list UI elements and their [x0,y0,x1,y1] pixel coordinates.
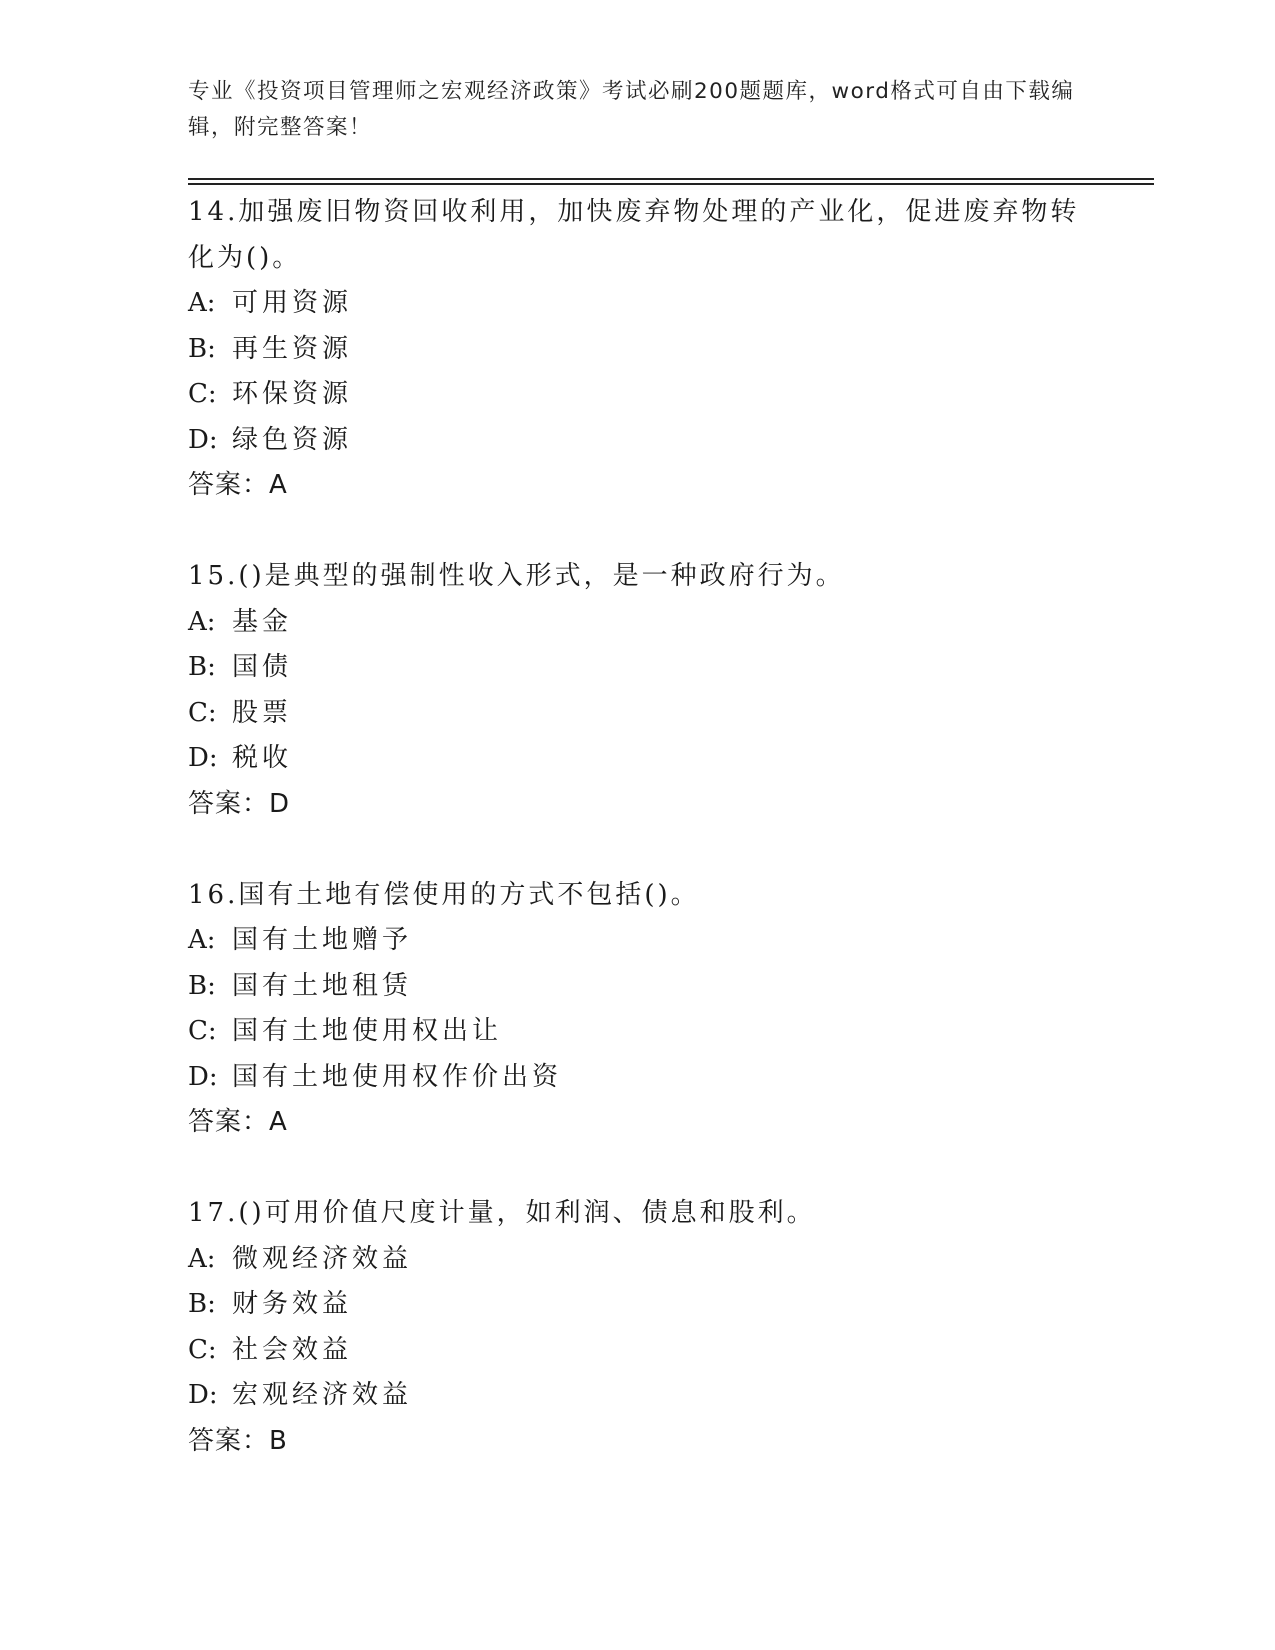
option-letter: A: [188,925,216,955]
option-letter: D: [188,743,218,773]
option-d [188,1373,1088,1419]
option-letter: C: [188,379,217,409]
option-text: 国有土地租赁 [232,970,413,1001]
option-text: 绿色资源 [232,424,353,455]
option-letter: D: [188,1380,218,1410]
header-divider-bottom [188,183,1154,185]
answer-label: 答案： [188,470,270,500]
question-list [188,190,1088,1510]
option-letter: C: [188,697,217,728]
option-text: 宏观经济效益 [232,1380,413,1410]
answer-label: 答案： [188,788,270,819]
option-text: 社会效益 [232,1334,353,1365]
option-text: 可用资源 [232,288,353,318]
question-text: 16.国有土地有偿使用的方式不包括()。 [188,879,700,910]
header-divider-top [188,178,1154,180]
option-letter: A: [188,1243,216,1274]
question-text: 14.加强废旧物资回收利用，加快废弃物处理的产业化，促进废弃物转化为()。 [188,197,1080,273]
option-text: 微观经济效益 [232,1243,413,1274]
option-letter: B: [188,333,216,364]
option-letter: D: [188,424,218,455]
option-text: 国有土地赠予 [232,925,413,955]
option-letter: B: [188,652,216,682]
question-17 [188,1191,1088,1464]
option-a [188,281,1088,327]
option-text: 国债 [232,652,293,682]
option-b [188,327,1088,373]
option-letter: D: [188,1061,218,1092]
option-letter: C: [188,1016,217,1046]
answer-value: A [269,470,287,500]
option-text: 国有土地使用权出让 [232,1016,503,1046]
option-letter: B: [188,1289,216,1319]
option-text: 财务效益 [232,1289,353,1319]
option-c [188,372,1088,418]
answer-line [188,782,1088,828]
answer-value: A [269,1107,287,1137]
option-b [188,964,1088,1010]
answer-value: D [269,788,290,819]
answer-label: 答案： [188,1425,270,1456]
option-text: 环保资源 [232,379,353,409]
option-b [188,645,1088,691]
answer-line [188,463,1088,509]
option-text: 基金 [232,606,293,637]
answer-label: 答案： [188,1107,270,1137]
option-d [188,1055,1088,1101]
document-header: 专业《投资项目管理师之宏观经济政策》考试必刷200题题库，word格式可自由下载编辑，附完整答案！ [188,79,1075,140]
option-letter: C: [188,1334,217,1365]
question-16 [188,873,1088,1146]
option-d [188,418,1088,464]
option-a [188,1237,1088,1283]
option-a [188,600,1088,646]
question-text: 17.()可用价值尺度计量，如利润、债息和股利。 [188,1198,816,1228]
option-letter: A: [188,288,216,318]
answer-value: B [269,1425,287,1456]
option-letter: B: [188,970,216,1001]
option-d [188,736,1088,782]
option-c [188,691,1088,737]
option-a [188,918,1088,964]
question-14 [188,190,1088,509]
option-text: 再生资源 [232,333,353,364]
answer-line [188,1419,1088,1465]
option-c [188,1009,1088,1055]
answer-line [188,1100,1088,1146]
option-b [188,1282,1088,1328]
option-text: 税收 [232,743,293,773]
option-c [188,1328,1088,1374]
option-text: 国有土地使用权作价出资 [232,1061,563,1092]
question-text: 15.()是典型的强制性收入形式，是一种政府行为。 [188,561,845,591]
option-text: 股票 [232,697,293,728]
option-letter: A: [188,606,216,637]
question-15 [188,554,1088,827]
